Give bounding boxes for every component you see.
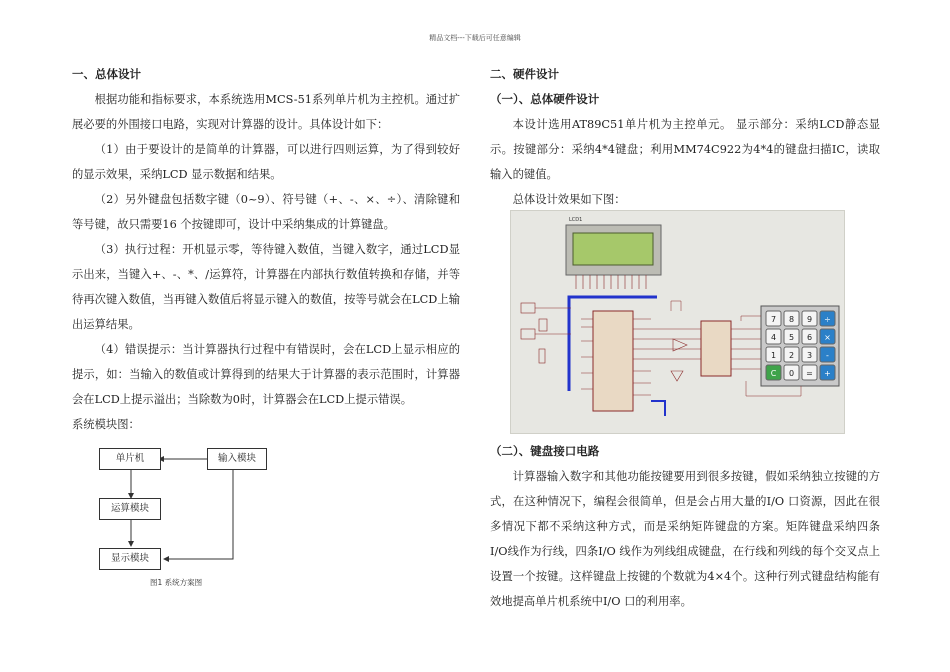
- page-header: 精品文档---下载后可任意编辑: [429, 34, 521, 42]
- box-calc-module: 运算模块: [99, 498, 161, 520]
- keypad-key-label: 1: [770, 351, 777, 360]
- keypad-key-label: 2: [788, 351, 795, 360]
- keypad-key-label: ×: [824, 333, 831, 342]
- system-block-diagram: [94, 444, 294, 594]
- keypad-key-label: 8: [788, 315, 795, 324]
- diagram-label: 系统模块图：: [72, 418, 140, 431]
- keypad-key-label: 0: [788, 369, 795, 378]
- left-column: [72, 62, 460, 437]
- diagram-caption: 图1 系统方案图: [150, 578, 203, 587]
- keypad-key-label: 5: [788, 333, 795, 342]
- subheading-overall-hardware: （一）、总体硬件设计: [490, 92, 600, 106]
- keypad-key-label: C: [770, 369, 777, 378]
- box-mcu: 单片机: [99, 448, 161, 470]
- paragraph-item-3: （3）执行过程：开机显示零，等待键入数值，当键入数字，通过LCD显示出来，当键入+、-、*、/运算符，计算器在内部执行数值转换和存储，并等待再次键入数值，当再键入数值后将显示键入的数值，按等号就会在LCD上输出运算结果。: [72, 243, 460, 331]
- keypad-key-label: =: [806, 369, 813, 378]
- paragraph-hardware-intro: 本设计选用AT89C51单片机为主控单元。 显示部分：采纳LCD静态显示。按键部分：采纳4*4键盘；利用MM74C922为4*4的键盘扫描IC，读取输入的键值。: [490, 118, 880, 181]
- keypad-key-label: -: [826, 351, 829, 360]
- keypad-key-label: 9: [806, 315, 813, 324]
- keypad-key-label: 3: [806, 351, 813, 360]
- paragraph-keyboard: 计算器输入数字和其他功能按键要用到很多按键，假如采纳独立按键的方式，在这种情况下，编程会很简单，但是会占用大量的I/O 口资源，因此在很多情况下都不采纳这种方式，而是采纳矩阵键盘的方案。矩阵键盘采纳四条I/O线作为行线，四条I/O 线作为列线组成键盘，在行线和列线的每个交叉点上设置一个按键。这样键盘上按键的个数就为4×4个。这种行列式键盘结构能有效地提高单片机系统中I/O 口的利用率。: [490, 470, 880, 608]
- circuit-schematic-image: [510, 210, 845, 434]
- box-input-module: 输入模块: [207, 448, 267, 470]
- lcd-label: LCD1: [569, 217, 583, 223]
- effect-label: 总体设计效果如下图：: [512, 193, 626, 206]
- paragraph-item-4: （4）错误提示：当计算器执行过程中有错误时，会在LCD上显示相应的提示，如：当输入的数值或计算得到的结果大于计算器的表示范围时，计算器会在LCD上提示溢出；当除数为0时，计算器会在LCD上提示错误。: [72, 343, 460, 406]
- keypad-key-label: ÷: [824, 315, 831, 324]
- keypad-key-label: +: [824, 369, 831, 378]
- schematic-drawing: [511, 211, 844, 433]
- paragraph-item-1: （1）由于要设计的是简单的计算器，可以进行四则运算，为了得到较好的显示效果，采纳LCD 显示数据和结果。: [72, 143, 460, 181]
- box-display-module: 显示模块: [99, 548, 161, 570]
- keypad-key-label: 7: [770, 315, 777, 324]
- paragraph-item-2: （2）另外键盘包括数字键（0~9）、符号键（+、-、×、÷）、清除键和等号键，故只需要16 个按键即可，设计中采纳集成的计算键盘。: [72, 193, 460, 231]
- section-heading-hardware: 二、硬件设计: [490, 67, 559, 81]
- keypad-key-label: 4: [770, 333, 777, 342]
- keypad-key-label: 6: [806, 333, 813, 342]
- section-heading-overall-design: 一、总体设计: [72, 67, 141, 81]
- paragraph-intro: 根据功能和指标要求，本系统选用MCS-51系列单片机为主控机。通过扩展必要的外围接口电路，实现对计算器的设计。具体设计如下：: [72, 93, 460, 131]
- subheading-keyboard: （二）、键盘接口电路: [490, 444, 600, 458]
